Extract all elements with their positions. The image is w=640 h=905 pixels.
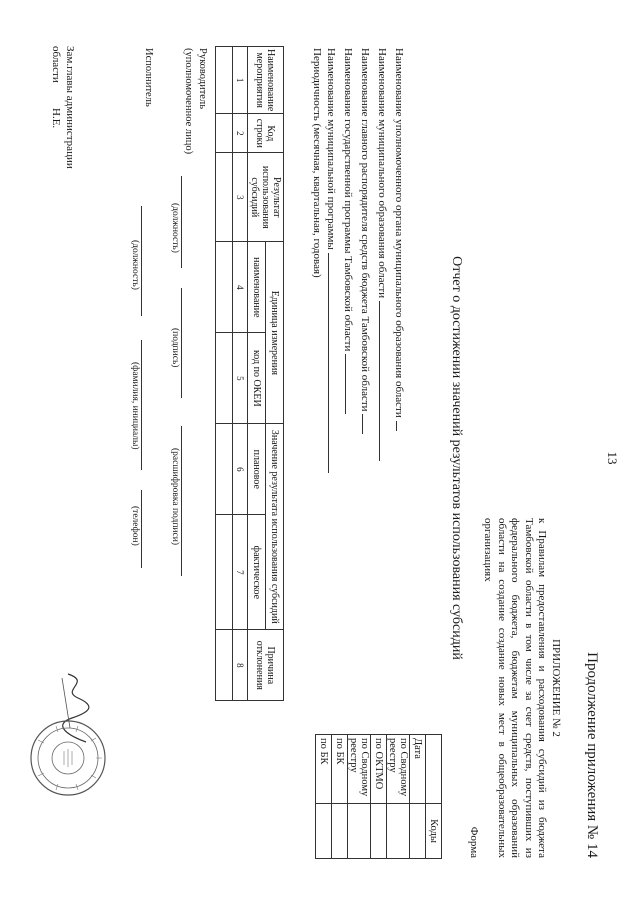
col-number: 5 [233,333,248,424]
field-row [376,48,391,461]
field-row [325,48,340,473]
codes-key: по Сводному реестру [387,735,410,804]
field-label: Наименование муниципального образования области [376,48,388,299]
report-title: Отчет о достижении значений результатов использования субсидий [449,256,464,660]
header-result: Результат использования субсидий [248,153,284,242]
codes-header: Коды [426,804,442,859]
col-number: 2 [233,114,248,153]
codes-key: по БК [316,735,332,804]
header-event: Наименование мероприятия [248,47,284,114]
document-sheet [20,28,640,888]
signature-line [141,206,142,316]
head-label-sub: (уполномоченное лицо) [183,48,194,155]
codes-table [315,734,442,859]
decoding-caption: (расшифровка подписи) [170,448,180,545]
phone-caption: (телефон) [130,506,140,546]
codes-key: по ОКТМО [371,735,387,804]
field-row [311,48,323,278]
header-planned: плановое [248,424,266,515]
header-actual: фактическое [248,515,266,630]
approval-line-1: Зам.главы администрации [64,46,76,169]
table-row [216,47,233,701]
header-value: Значение результата использования субсидий [266,424,284,630]
header-unit-okei: код по ОКЕИ [248,333,266,424]
col-number: 8 [233,630,248,701]
head-label: Руководитель [197,48,208,109]
appendix-title: Продолжение приложения № 14 [584,652,600,858]
executor-label: Исполнитель [143,48,154,107]
position-caption: (должность) [170,203,180,253]
annex-block [481,518,562,858]
header-unit: Единица измерения [266,242,284,424]
col-number: 6 [233,424,248,515]
field-row [359,48,374,434]
field-label: Наименование государственной программы Тамбовской области [342,48,354,352]
col-number: 3 [233,153,248,242]
col-number: 1 [233,47,248,114]
signature-line [141,340,142,470]
approval-line-2: области [50,46,62,83]
signature-line [141,490,142,568]
header-reason: Причина отклонения [248,630,284,701]
header-code: Код строки [248,114,284,153]
codes-key: Дата [410,735,426,804]
annex-body: к Правилам предоставления и расходования субсидий из бюджета Тамбовской области в том числе за счет средств, поступивших из федерального бюджета, бюджетам муниципальных образований области на создание создание новых мест в общеобразовательных организациях [482,518,549,858]
approval-name: Н.Е. [50,108,62,129]
signature-line [181,288,182,398]
col-number: 4 [233,242,248,333]
field-label: Наименование муниципальной программы [325,48,337,250]
header-unit-name: наименование [248,242,266,333]
page-number: 13 [605,451,620,465]
field-label: Наименование главного распорядителя средств бюджета Тамбовской области [359,48,371,412]
annex-head: ПРИЛОЖЕНИЕ № 2 [550,639,562,737]
results-table [215,46,284,701]
field-row [393,48,408,431]
field-row [342,48,357,414]
name-caption: (фамилия, инициалы) [130,362,140,450]
col-number: 7 [233,515,248,630]
official-seal-icon [28,718,108,798]
signature-line [181,426,182,576]
field-label: Наименование уполномоченного органа муниципального образования области [393,48,405,418]
position-caption: (должность) [130,240,140,290]
signature-line [181,176,182,268]
form-label: Форма [468,826,480,858]
codes-key: по БК [332,735,348,804]
field-label: Периодичность (месячная, квартальная, годовая) [311,48,323,278]
codes-key: по Сводному реестру [348,735,371,804]
signature-caption: (подпись) [170,328,180,368]
